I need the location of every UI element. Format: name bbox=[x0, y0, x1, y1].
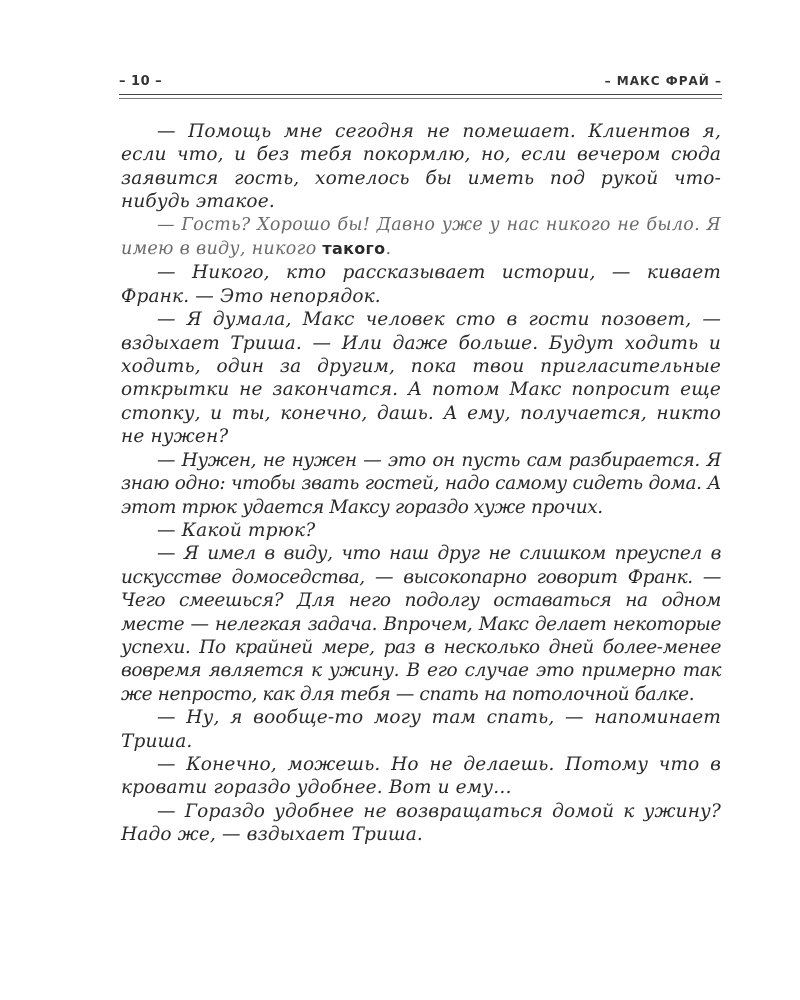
paragraph: — Я имел в виду, что наш друг не слишком преуспел в искусстве домоседства, — высокопарно говорит Франк. — Чего смеешься? Для него подолгу оставаться на одном месте — нелегкая задача. Впрочем, Макс делает некоторые успехи. По крайней мере, раз в несколько дней более-менее вовремя является к ужину. В его случае это примерно так же непросто, как для тебя — спать на потолочной балке. bbox=[121, 543, 721, 705]
page-number: – 10 – bbox=[119, 74, 163, 89]
paragraph-text: — Гость? Хорошо бы! Давно уже у нас никого не было. Я имею в виду, никого bbox=[121, 214, 721, 260]
paragraph: — Помощь мне сегодня не помешает. Клиентов я, если что, и без тебя покормлю, но, если вечером сюда заявится гость, хотелось бы иметь под рукой что-нибудь этакое. bbox=[121, 121, 721, 213]
body-text bbox=[121, 120, 721, 847]
paragraph-text-end: . bbox=[385, 239, 392, 260]
paragraph: — Конечно, можешь. Но не делаешь. Потому что в кровати гораздо удобнее. Вот и ему… bbox=[121, 753, 721, 799]
paragraph: — Я думала, Макс человек сто в гости позовет, — вздыхает Триша. — Или даже больше. Будут ходить и ходить, один за другим, пока твои пригласительные открытки не закончатся. А потом Макс попросит еще стопку, и ты, конечно, дашь. А ему, получается, никто не нужен? bbox=[121, 309, 721, 448]
paragraph: — Нужен, не нужен — это он пусть сам разбирается. Я знаю одно: чтобы звать гостей, надо самому сидеть дома. А этот трюк удается Максу гораздо хуже прочих. bbox=[121, 449, 721, 518]
running-title: – МАКС ФРАЙ – bbox=[604, 74, 722, 88]
page-header bbox=[119, 74, 722, 94]
header-rule-thin bbox=[119, 98, 722, 99]
paragraph: — Гораздо удобнее не возвращаться домой к ужину? Надо же, — вздыхает Триша. bbox=[121, 800, 721, 846]
paragraph: — Никого, кто рассказывает истории, — кивает Франк. — Это непорядок. bbox=[121, 262, 721, 307]
emphasis-word: такого bbox=[322, 239, 386, 259]
header-rule bbox=[119, 94, 722, 95]
paragraph: — Какой трюк? bbox=[157, 519, 316, 541]
paragraph-guest bbox=[121, 214, 721, 262]
paragraph: — Ну, я вообще-то могу там спать, — напоминает Триша. bbox=[121, 707, 721, 752]
